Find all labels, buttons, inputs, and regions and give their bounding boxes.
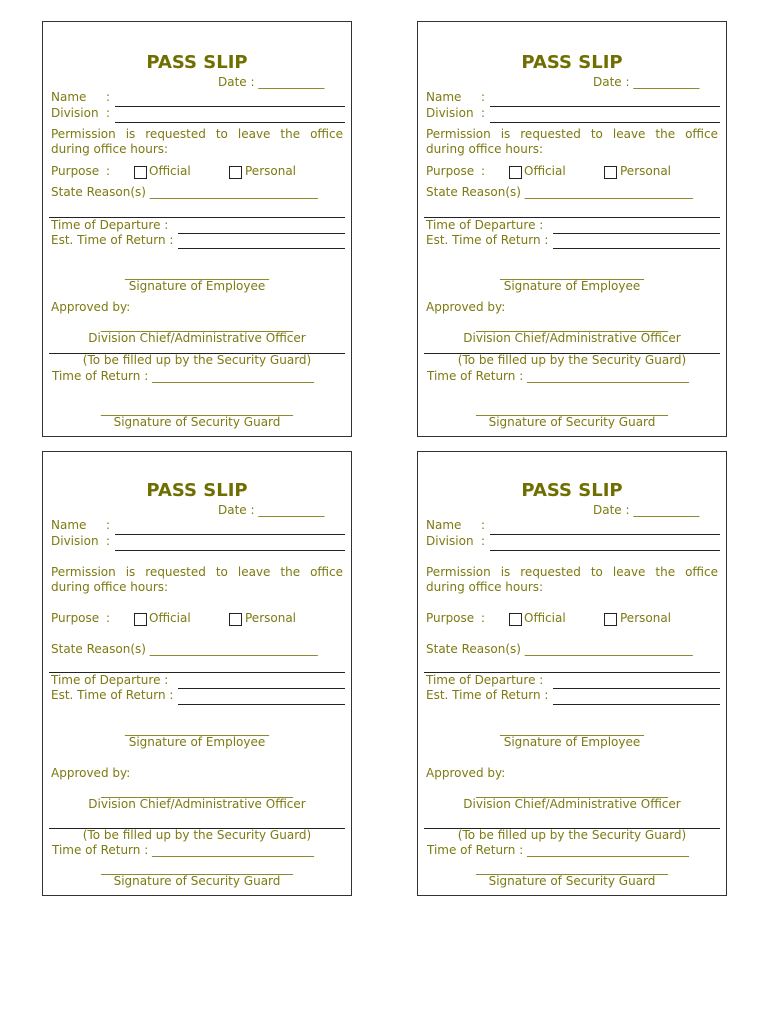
est-return-field-line[interactable] <box>178 704 345 705</box>
reason-label[interactable]: State Reason(s) ____________________________ <box>51 185 318 199</box>
purpose-label: Purpose <box>51 611 100 625</box>
personal-label: Personal <box>245 611 297 625</box>
name-colon: : <box>481 518 486 532</box>
permission-text: Permission is requested to leave the office during office hours: <box>51 127 343 156</box>
personal-checkbox[interactable] <box>604 613 617 626</box>
time-return-label[interactable]: Time of Return : ___________________________ <box>427 369 690 383</box>
guard-signature-line[interactable]: ________________________________ <box>476 402 668 416</box>
approved-label: Approved by: <box>426 300 506 314</box>
security-note: (To be filled up by the Security Guard) <box>457 828 687 842</box>
employee-signature-label: Signature of Employee <box>128 279 266 293</box>
security-note: (To be filled up by the Security Guard) <box>457 353 687 367</box>
reason-label[interactable]: State Reason(s) ____________________________ <box>51 642 318 656</box>
pass-slip-1 <box>42 21 352 437</box>
employee-signature-line[interactable]: ________________________ <box>500 266 644 280</box>
personal-checkbox[interactable] <box>229 166 242 179</box>
name-field-line[interactable] <box>490 106 720 107</box>
date-label[interactable]: Date : ___________ <box>593 503 700 517</box>
departure-label: Time of Departure : <box>426 673 544 687</box>
name-colon: : <box>481 90 486 104</box>
guard-signature-label: Signature of Security Guard <box>113 874 281 888</box>
date-label[interactable]: Date : ___________ <box>218 503 325 517</box>
time-return-label[interactable]: Time of Return : ___________________________ <box>427 843 690 857</box>
official-checkbox[interactable] <box>134 166 147 179</box>
time-return-label[interactable]: Time of Return : ___________________________ <box>52 369 315 383</box>
division-colon: : <box>481 534 486 548</box>
division-label: Division <box>51 106 99 120</box>
personal-checkbox[interactable] <box>229 613 242 626</box>
time-return-label[interactable]: Time of Return : ___________________________ <box>52 843 315 857</box>
departure-label: Time of Departure : <box>426 218 544 232</box>
personal-checkbox[interactable] <box>604 166 617 179</box>
employee-signature-line[interactable]: ________________________ <box>500 722 644 736</box>
name-field-line[interactable] <box>115 534 345 535</box>
pass-slip-3 <box>42 451 352 896</box>
division-colon: : <box>106 534 111 548</box>
est-return-label: Est. Time of Return : <box>426 233 549 247</box>
employee-signature-line[interactable]: ________________________ <box>125 266 269 280</box>
employee-signature-label: Signature of Employee <box>128 735 266 749</box>
official-checkbox[interactable] <box>134 613 147 626</box>
name-colon: : <box>106 518 111 532</box>
date-label[interactable]: Date : ___________ <box>593 75 700 89</box>
division-label: Division <box>51 534 99 548</box>
official-checkbox[interactable] <box>509 166 522 179</box>
purpose-label: Purpose <box>51 164 100 178</box>
chief-signature-line[interactable]: ________________________________ <box>101 318 293 332</box>
departure-label: Time of Departure : <box>51 218 169 232</box>
est-return-field-line[interactable] <box>178 248 345 249</box>
departure-field-line[interactable] <box>178 233 345 234</box>
departure-field-line[interactable] <box>553 688 720 689</box>
departure-field-line[interactable] <box>178 688 345 689</box>
employee-signature-label: Signature of Employee <box>503 279 641 293</box>
name-field-line[interactable] <box>115 106 345 107</box>
chief-signature-line[interactable]: ________________________________ <box>101 784 293 798</box>
est-return-field-line[interactable] <box>553 248 720 249</box>
name-label: Name <box>51 518 87 532</box>
slip-title: PASS SLIP <box>521 480 623 501</box>
division-field-line[interactable] <box>490 550 720 551</box>
name-label: Name <box>426 518 462 532</box>
slip-title: PASS SLIP <box>146 480 248 501</box>
est-return-label: Est. Time of Return : <box>51 688 174 702</box>
purpose-colon: : <box>481 611 486 625</box>
reason-label[interactable]: State Reason(s) ____________________________ <box>426 185 693 199</box>
division-label: Division <box>426 534 474 548</box>
name-field-line[interactable] <box>490 534 720 535</box>
chief-signature-line[interactable]: ________________________________ <box>476 318 668 332</box>
purpose-label: Purpose <box>426 164 475 178</box>
official-label: Official <box>149 164 191 178</box>
permission-text: Permission is requested to leave the office during office hours: <box>426 127 718 156</box>
est-return-label: Est. Time of Return : <box>51 233 174 247</box>
permission-text: Permission is requested to leave the office during office hours: <box>426 565 718 594</box>
chief-signature-label: Division Chief/Administrative Officer <box>88 797 306 811</box>
permission-text: Permission is requested to leave the office during office hours: <box>51 565 343 594</box>
pass-slip-4 <box>417 451 727 896</box>
purpose-colon: : <box>481 164 486 178</box>
division-label: Division <box>426 106 474 120</box>
official-label: Official <box>149 611 191 625</box>
name-label: Name <box>426 90 462 104</box>
division-field-line[interactable] <box>115 550 345 551</box>
slip-title: PASS SLIP <box>146 52 248 73</box>
est-return-field-line[interactable] <box>553 704 720 705</box>
departure-label: Time of Departure : <box>51 673 169 687</box>
guard-signature-line[interactable]: ________________________________ <box>101 861 293 875</box>
purpose-colon: : <box>106 164 111 178</box>
slip-title: PASS SLIP <box>521 52 623 73</box>
official-label: Official <box>524 611 566 625</box>
date-label[interactable]: Date : ___________ <box>218 75 325 89</box>
guard-signature-line[interactable]: ________________________________ <box>476 861 668 875</box>
reason-label[interactable]: State Reason(s) ____________________________ <box>426 642 693 656</box>
est-return-label: Est. Time of Return : <box>426 688 549 702</box>
purpose-label: Purpose <box>426 611 475 625</box>
guard-signature-label: Signature of Security Guard <box>488 874 656 888</box>
official-checkbox[interactable] <box>509 613 522 626</box>
name-label: Name <box>51 90 87 104</box>
employee-signature-label: Signature of Employee <box>503 735 641 749</box>
name-colon: : <box>106 90 111 104</box>
purpose-colon: : <box>106 611 111 625</box>
guard-signature-label: Signature of Security Guard <box>488 415 656 429</box>
approved-label: Approved by: <box>426 766 506 780</box>
official-label: Official <box>524 164 566 178</box>
departure-field-line[interactable] <box>553 233 720 234</box>
guard-signature-label: Signature of Security Guard <box>113 415 281 429</box>
security-note: (To be filled up by the Security Guard) <box>82 353 312 367</box>
personal-label: Personal <box>620 164 672 178</box>
approved-label: Approved by: <box>51 300 131 314</box>
division-field-line[interactable] <box>115 122 345 123</box>
approved-label: Approved by: <box>51 766 131 780</box>
chief-signature-label: Division Chief/Administrative Officer <box>88 331 306 345</box>
security-note: (To be filled up by the Security Guard) <box>82 828 312 842</box>
chief-signature-label: Division Chief/Administrative Officer <box>463 331 681 345</box>
personal-label: Personal <box>620 611 672 625</box>
employee-signature-line[interactable]: ________________________ <box>125 722 269 736</box>
personal-label: Personal <box>245 164 297 178</box>
division-colon: : <box>481 106 486 120</box>
chief-signature-label: Division Chief/Administrative Officer <box>463 797 681 811</box>
division-colon: : <box>106 106 111 120</box>
division-field-line[interactable] <box>490 122 720 123</box>
pass-slip-2 <box>417 21 727 437</box>
chief-signature-line[interactable]: ________________________________ <box>476 784 668 798</box>
guard-signature-line[interactable]: ________________________________ <box>101 402 293 416</box>
